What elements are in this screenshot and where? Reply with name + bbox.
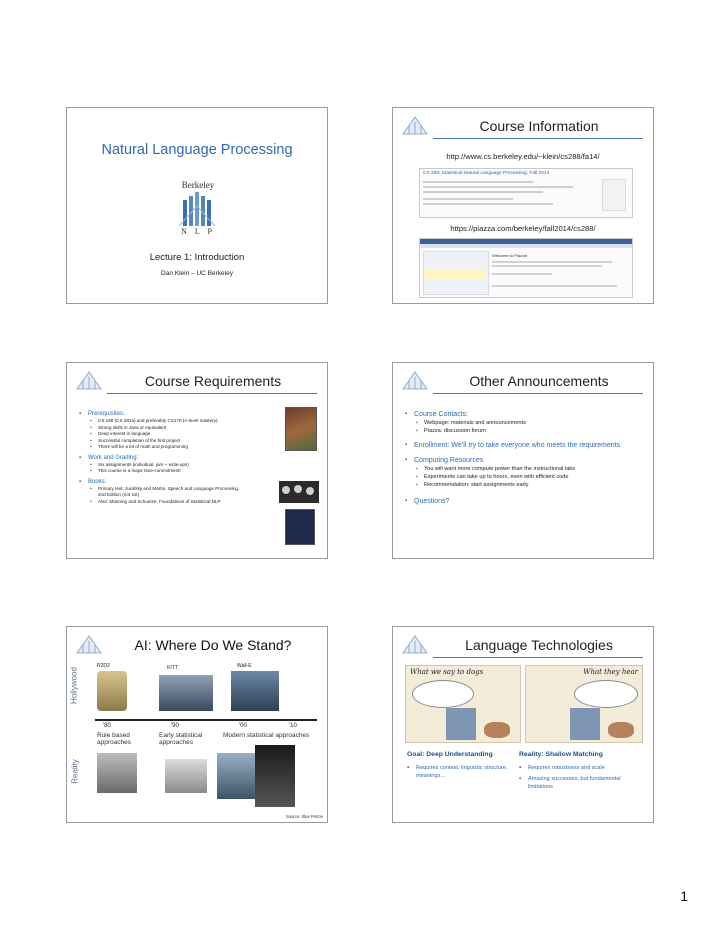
slide-title: Course Information xyxy=(479,118,599,134)
robot-photo xyxy=(255,745,295,807)
list-item: ▪ Recommendation: start assignments early xyxy=(416,481,645,489)
list-item: ▪ Requires context, linguistic structure, meanings… xyxy=(407,764,511,780)
slide-5 xyxy=(66,626,328,823)
building-logo-icon xyxy=(75,633,103,655)
title-rule xyxy=(433,657,643,658)
list-item: ▪ Questions? xyxy=(405,497,645,506)
year-label: '80 xyxy=(103,723,111,729)
kitt-photo xyxy=(159,675,213,711)
list-item: ▪ Books: ▪ Primary text: Jurafsky and Martin, Speech and Language Processing, 2nd Edition (not 1st) ▪ Also: Manning and Schuetze, Foundations of Statistical NLP xyxy=(79,478,279,506)
piazza-url[interactable]: https://piazza.com/berkeley/fall2014/cs288/ xyxy=(450,224,596,233)
list-item: ▪ Six assignments (individual, jars + write-ups) xyxy=(90,462,279,469)
webpage-heading: CS 288: Statistical Natural Language Processing, Fall 2014 xyxy=(423,171,550,176)
walle-photo xyxy=(231,671,279,711)
list-item: ▪ Experiments can take up to hours, even with efficient code xyxy=(416,473,645,481)
title-rule xyxy=(107,393,317,394)
goal-list xyxy=(407,761,511,780)
logo-text: Berkeley xyxy=(181,180,215,190)
lecture-title: Lecture 1: Introduction xyxy=(149,252,245,263)
requirements-list xyxy=(79,407,279,505)
year-label: '10 xyxy=(289,723,297,729)
list-item: ▪ Prerequisites: ▪ CS 188 (CS 281a) and preferably CS170 (A-level mastery) ▪ Strong skills in Java or equivalent ▪ Deep interest in language ▪ Successful completion of the first project ▪ There will be a lot of math and programming xyxy=(79,410,279,451)
robot-label: R2D2 xyxy=(97,663,110,669)
cartoon-right xyxy=(525,665,643,743)
cartoon-caption: What they hear xyxy=(583,668,638,676)
robot-label: KITT xyxy=(167,665,178,671)
hollywood-label: Hollywood xyxy=(69,667,79,704)
book-cover-jurafsky xyxy=(285,407,317,451)
building-logo-icon xyxy=(401,114,429,136)
course-webpage-screenshot xyxy=(419,168,633,218)
list-item: ▪ Strong skills in Java or equivalent xyxy=(90,425,279,432)
author: Dan Klein – UC Berkeley xyxy=(161,270,233,277)
old-computer-photo xyxy=(97,753,137,793)
list-item: ▪ Course Contacts: ▪ Webpage: materials and announcements ▪ Piazza: discussion forum xyxy=(405,410,645,435)
piazza-welcome: Welcome to Piazza! xyxy=(492,253,528,258)
berkeley-logo xyxy=(175,180,221,240)
cartoon-caption: What we say to dogs xyxy=(410,668,484,676)
slide-title: Language Technologies xyxy=(465,637,613,653)
list-item: ▪ There will be a lot of math and programming xyxy=(90,444,279,451)
source-credit: Source: Slav Petrov xyxy=(285,814,323,819)
slide-6 xyxy=(392,626,654,823)
page-number: 1 xyxy=(680,888,688,904)
era-label: Modern statistical approaches xyxy=(223,732,310,739)
list-item: ▪ Also: Manning and Schuetze, Foundations of Statistical NLP xyxy=(90,499,240,506)
reality-heading: Reality: Shallow Matching xyxy=(519,751,603,758)
slide-1 xyxy=(66,107,328,304)
slide-title: AI: Where Do We Stand? xyxy=(134,637,292,653)
slide-2 xyxy=(392,107,654,304)
list-item: ▪ Successful completion of the first project xyxy=(90,438,279,445)
course-url[interactable]: http://www.cs.berkeley.edu/~klein/cs288/fa14/ xyxy=(446,152,600,161)
piazza-screenshot xyxy=(419,238,633,298)
slide-4 xyxy=(392,362,654,559)
list-item: ▪ This course is a major time-commitment! xyxy=(90,468,279,475)
building-logo-icon xyxy=(401,369,429,391)
book-cover-third xyxy=(285,509,315,545)
slide-title: Course Requirements xyxy=(144,373,282,389)
building-logo-icon xyxy=(75,369,103,391)
early-pc-photo xyxy=(165,759,207,793)
list-item: ▪ Deep interest in language xyxy=(90,431,279,438)
year-label: '00 xyxy=(239,723,247,729)
list-item: ▪ CS 188 (CS 281a) and preferably CS170 (A-level mastery) xyxy=(90,418,279,425)
cartoon-left xyxy=(405,665,521,743)
reality-list xyxy=(519,761,643,791)
list-item: ▪ Amazing successes, but fundamental limitations xyxy=(519,775,643,791)
list-item: ▪ Primary text: Jurafsky and Martin, Speech and Language Processing, 2nd Edition (not 1st) xyxy=(90,486,240,499)
title-rule xyxy=(433,138,643,139)
title-rule xyxy=(433,393,643,394)
r2d2-photo xyxy=(97,671,127,711)
list-item: ▪ Piazza: discussion forum xyxy=(416,427,645,435)
list-item: ▪ You will want more compute power than the instructional labs xyxy=(416,465,645,473)
list-item: ▪ Work and Grading: ▪ Six assignments (individual, jars + write-ups) ▪ This course is a major time-commitment! xyxy=(79,454,279,475)
year-label: '90 xyxy=(171,723,179,729)
slide-title: Other Announcements xyxy=(469,373,609,389)
reality-label: Reality xyxy=(70,759,80,784)
list-item: ▪ Webpage: materials and announcements xyxy=(416,419,645,427)
list-item: ▪ Requires robustness and scale xyxy=(519,764,643,772)
logo-graphic xyxy=(175,192,221,226)
era-label: Rule based approaches xyxy=(97,732,131,746)
slide-title: Natural Language Processing xyxy=(101,142,293,158)
announcements-list xyxy=(405,407,645,506)
book-cover-manning xyxy=(279,481,319,503)
list-item: ▪ Enrollment: We’ll try to take everyone who meets the requirements xyxy=(405,441,645,450)
timeline-axis xyxy=(95,719,317,721)
logo-letters: N L P xyxy=(181,227,215,236)
goal-heading: Goal: Deep Understanding xyxy=(407,751,493,758)
slide-3 xyxy=(66,362,328,559)
era-label: Early statistical approaches xyxy=(159,732,203,746)
building-logo-icon xyxy=(401,633,429,655)
robot-label: Wall-E xyxy=(237,663,252,669)
list-item: ▪ Computing Resources ▪ You will want more compute power than the instructional labs ▪ Experiments can take up to hours, even with efficient code ▪ Recommendation: start assignments early xyxy=(405,456,645,489)
